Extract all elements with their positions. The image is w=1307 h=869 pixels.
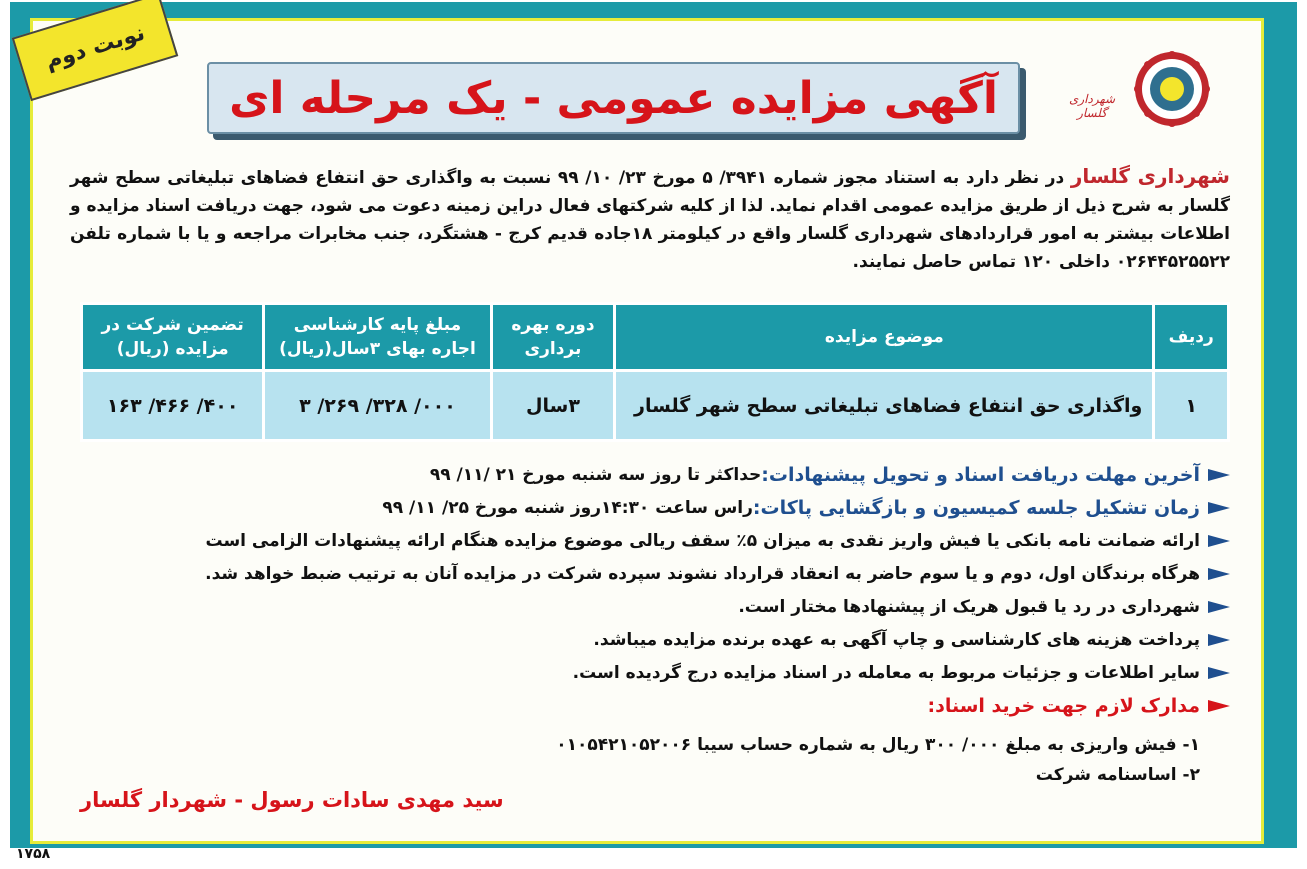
municipality-logo-icon <box>1133 50 1211 128</box>
table-header-row <box>83 305 1227 369</box>
header-base-price: مبلغ پایه کارشناسی اجاره بهای ۳سال(ریال) <box>265 305 489 369</box>
header-row-number: ردیف <box>1155 305 1227 369</box>
arrow-icon <box>1208 667 1230 679</box>
list-item: سایر اطلاعات و جزئیات مربوط به معامله در اسناد مزایده درج گردیده است. <box>60 656 1230 689</box>
arrow-icon <box>1208 502 1230 514</box>
list-item: پرداخت هزینه های کارشناسی و چاپ آگهی به عهده برنده مزایده میباشد. <box>60 623 1230 656</box>
ad-code: ۱۷۵۸ <box>16 846 51 862</box>
document-item: ۱- فیش واریزی به مبلغ ۰۰۰/ ۳۰۰ ریال به شماره حساب سیبا ۰۱۰۵۴۲۱۰۵۲۰۰۶ <box>556 735 1200 755</box>
required-documents <box>300 735 1200 795</box>
cell-subject: واگذاری حق انتفاع فضاهای تبلیغاتی سطح شهر گلسار <box>616 372 1152 439</box>
arrow-icon <box>1208 634 1230 646</box>
cell-deposit: ۴۰۰/ ۴۶۶/ ۱۶۳ <box>83 372 262 439</box>
logo-caption: شهرداری گلسار <box>1068 92 1116 120</box>
list-item: ارائه ضمانت نامه بانکی یا فیش واریز نقدی به میزان ۵٪ سقف ریالی موضوع مزایده هنگام ارائه پیشنهادات الزامی است <box>60 524 1230 557</box>
header-period: دوره بهره برداری <box>493 305 614 369</box>
intro-text: در نظر دارد به استناد مجوز شماره ۳۹۴۱/ ۵ مورخ ۲۳/ ۱۰/ ۹۹ نسبت به واگذاری حق انتفاع فضاهای تبلیغاتی سطح شهر گلسار به شرح ذیل از طریق مزایده عمومی اقدام نماید. لذا از کلیه شرکتهای فعال دراین زمینه دعوت می شود، جهت دریافت اسناد مزایده و اطلاعات بیشتر به امور قراردادهای شهرداری گلسار واقع در کیلومتر ۱۸جاده قدیم کرج - هشتگرد، جنب مخابرات مراجعه و یا با شماره تلفن ۰۲۶۴۴۵۲۵۵۲۲ داخلی ۱۲۰ تماس حاصل نمایند. <box>70 168 1230 272</box>
conditions-list <box>60 458 1230 722</box>
document-item: ۲- اساسنامه شرکت <box>1035 765 1200 785</box>
intro-paragraph <box>70 162 1230 276</box>
table-row <box>83 372 1227 439</box>
header-deposit: تضمین شرکت در مزایده (ریال) <box>83 305 262 369</box>
arrow-icon <box>1208 601 1230 613</box>
arrow-icon <box>1208 700 1230 712</box>
list-item: مدارک لازم جهت خرید اسناد: <box>60 689 1230 722</box>
cell-base-price: ۰۰۰/ ۳۲۸/ ۲۶۹/ ۳ <box>265 372 489 439</box>
cell-row-number: ۱ <box>1155 372 1227 439</box>
signature: سید مهدی سادات رسول - شهردار گلسار <box>80 788 504 812</box>
round-badge: نوبت دوم <box>12 0 179 101</box>
notice-title: آگهی مزایده عمومی - یک مرحله ای <box>207 62 1020 134</box>
header-subject: موضوع مزایده <box>616 305 1152 369</box>
organization-name: شهرداری گلسار <box>1070 164 1230 188</box>
list-item: هرگاه برندگان اول، دوم و یا سوم حاضر به انعقاد قرارداد نشوند سپرده شرکت در مزایده آنان به ترتیب ضبط خواهد شد. <box>60 557 1230 590</box>
arrow-icon <box>1208 568 1230 580</box>
list-item: آخرین مهلت دریافت اسناد و تحویل پیشنهادات: حداکثر تا روز سه شنبه مورخ ۲۱ /۱۱/ ۹۹ <box>60 458 1230 491</box>
arrow-icon <box>1208 469 1230 481</box>
cell-period: ۳سال <box>493 372 614 439</box>
list-item: شهرداری در رد یا قبول هریک از پیشنهادها مختار است. <box>60 590 1230 623</box>
auction-table <box>80 302 1230 442</box>
arrow-icon <box>1208 535 1230 547</box>
list-item: زمان تشکیل جلسه کمیسیون و بازگشایی پاکات: راس ساعت ۱۴:۳۰روز شنبه مورخ ۲۵/ ۱۱/ ۹۹ <box>60 491 1230 524</box>
